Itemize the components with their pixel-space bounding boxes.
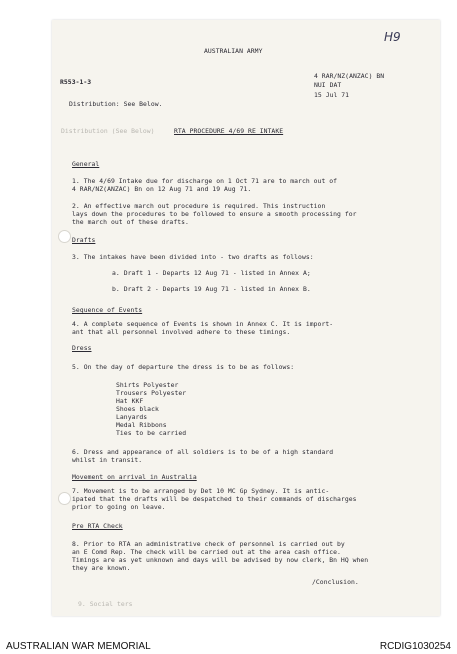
dress-item: Trousers Polyester (116, 389, 187, 397)
para-2: lays down the procedures to be followed to ensure a smooth processing for (72, 210, 357, 218)
draft-item-a: a. Draft 1 - Departs 12 Aug 71 - listed in Annex A; (112, 269, 311, 277)
document-title: AUSTRALIAN ARMY (204, 47, 263, 55)
file-reference: R553-1-3 (60, 78, 92, 86)
para-1: 4 RAR/NZ(ANZAC) Bn on 12 Aug 71 and 19 Aug 71. (72, 185, 252, 193)
para-8: 8. Prior to RTA an administrative check of personnel is carried out by (72, 540, 345, 548)
dress-item: Medal Ribbons (116, 421, 167, 429)
heading-sequence: Sequence of Events (72, 306, 143, 314)
para-6: 6. Dress and appearance of all soldiers is to be of a high standard (72, 448, 334, 456)
para-2: 2. An effective march out procedure is required. This instruction (72, 202, 326, 210)
para-7: prior to going on leave. (72, 503, 166, 511)
document-subject: RTA PROCEDURE 4/69 RE INTAKE (174, 127, 284, 135)
para-8: an E Comd Rep. The check will be carried out at the area cash office. (72, 548, 341, 556)
footer-record-id: RCDIG1030254 (379, 641, 451, 652)
para-8: Timings are as yet unknown and days will be advised by now clerk, Bn HQ when (72, 556, 369, 564)
para-8: they are known. (72, 564, 131, 572)
para-2: the march out of these drafts. (72, 218, 189, 226)
unit-name: 4 RAR/NZ(ANZAC) BN (314, 72, 385, 80)
document-date: 15 Jul 71 (314, 91, 350, 99)
faint-next-page-text: 9. Social ters (78, 600, 133, 608)
handwritten-number: H9 (384, 30, 401, 44)
heading-general: General (72, 160, 100, 168)
para-1: 1. The 4/69 Intake due for discharge on 1 Oct 71 are to march out of (72, 177, 338, 185)
footer-credit: AUSTRALIAN WAR MEMORIAL (6, 641, 151, 652)
distribution-line: Distribution: See Below. (69, 100, 163, 108)
para-7: 7. Movement is to be arranged by Det 10 MC Gp Sydney. It is antic- (72, 487, 330, 495)
unit-location: NUI DAT (314, 81, 342, 89)
punch-hole (58, 492, 71, 505)
dress-item: Hat KKF (116, 397, 144, 405)
draft-item-b: b. Draft 2 - Departs 19 Aug 71 - listed in Annex B. (112, 285, 311, 293)
dress-item: Ties to be carried (116, 429, 187, 437)
dress-item: Shirts Polyester (116, 381, 179, 389)
heading-movement: Movement on arrival in Australia (72, 473, 197, 481)
continuation-note: /Conclusion. (312, 578, 359, 586)
para-4: ant that all personnel involved adhere to these timings. (72, 328, 291, 336)
heading-drafts: Drafts (72, 236, 96, 244)
dress-item: Shoes black (116, 405, 159, 413)
heading-dress: Dress (72, 344, 92, 352)
para-5: 5. On the day of departure the dress is to be as follows: (72, 363, 295, 371)
document-page (52, 20, 440, 616)
para-3: 3. The intakes have been divided into - two drafts as follows: (72, 253, 314, 261)
punch-hole (58, 230, 71, 243)
heading-pre-rta: Pre RTA Check (72, 522, 123, 530)
para-6: whilst in transit. (72, 456, 143, 464)
para-7: ipated that the drafts will be despatched to their commands of discharges (72, 495, 357, 503)
para-4: 4. A complete sequence of Events is shown in Annex C. It is import- (72, 320, 334, 328)
faint-prefix: Distribution (See Below) (61, 127, 155, 135)
dress-item: Lanyards (116, 413, 148, 421)
